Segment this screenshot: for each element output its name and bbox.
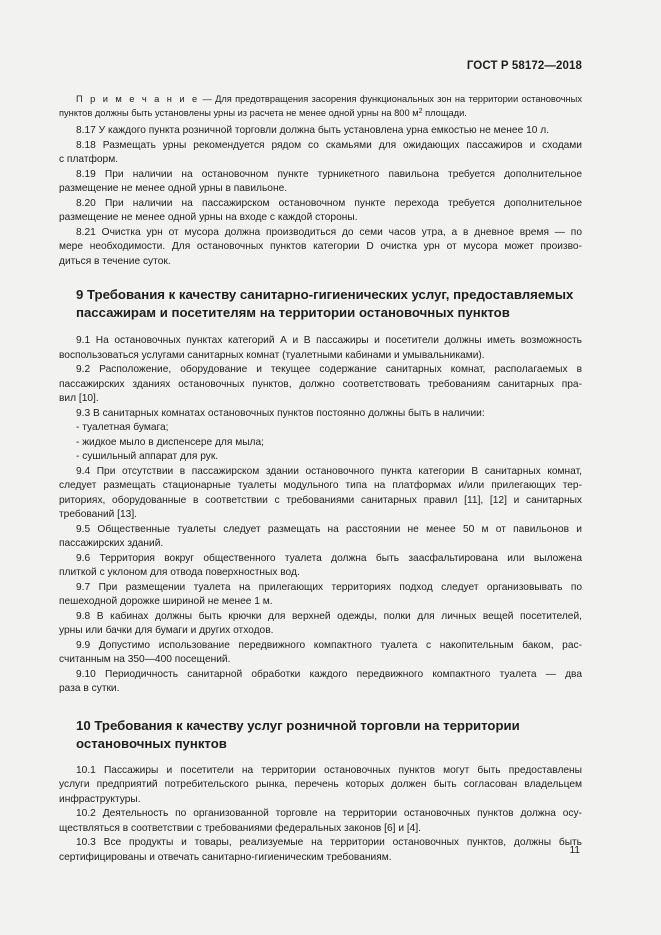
text-line: вил [10]. xyxy=(59,393,99,404)
note-text-2: пунктов должны быть установлены урны из расчета не менее одной урны на 800 м xyxy=(59,108,419,118)
text-line: 9.9 Допустимо использование передвижного компактного туалета с накопительным баком, рас- xyxy=(76,639,582,651)
text-line: урны или бачки для бумаги и других отходов. xyxy=(59,625,274,636)
text-line: 9.2 Расположение, оборудование и текущее содержание санитарных комнат, располагаемых в xyxy=(76,364,582,375)
text-line: 9.10 Периодичность санитарной обработки каждого передвижного компактного туалета — два xyxy=(76,668,582,680)
text-line: 9.4 При отсутствии в пассажирском здании остановочного пункта категории В санитарных комнат, xyxy=(76,465,582,477)
text-line: 9.5 Общественные туалеты следует размещать на расстоянии не менее 50 м от павильонов и xyxy=(76,523,582,535)
text-line: - жидкое мыло в диспенсере для мыла; xyxy=(76,436,264,448)
note-text-1: — Для предотвращения засорения функциональных зон на территории остановочных xyxy=(199,94,582,104)
heading-line: 9 Требования к качеству санитарно-гигиенических услуг, предоставляемых xyxy=(76,287,574,302)
text-line: сертифицированы и отвечать санитарно-гигиеническим требованиям. xyxy=(59,851,392,863)
note-text-3: площади. xyxy=(422,108,467,118)
heading-line: остановочных пунктов xyxy=(76,735,227,751)
text-line: раза в сутки. xyxy=(59,683,120,694)
heading-line: 10 Требования к качеству услуг розничной торговли на территории xyxy=(76,717,520,733)
text-line: пассажирских зданий. xyxy=(59,538,164,549)
text-line: 8.17 У каждого пункта розничной торговли должна быть установлена урна емкостью не менее 10 л. xyxy=(76,125,550,136)
section-9-heading xyxy=(59,286,582,322)
text-line: 10.2 Деятельность по организованной торговле на территории остановочных пунктов должна осу- xyxy=(76,808,582,819)
text-line: 8.18 Размещать урны рекомендуется рядом со скамьями для ожидающих пассажиров и сходами xyxy=(76,139,582,151)
text-line: пешеходной дорожке шириной не менее 1 м. xyxy=(59,596,273,607)
text-line: 9.6 Территория вокруг общественного туалета должна быть заасфальтирована или выложена xyxy=(76,552,582,564)
text-line: инфраструктуры. xyxy=(59,793,141,805)
text-line: 10.1 Пассажиры и посетители на территории остановочных пунктов могут быть предоставлены xyxy=(76,764,582,776)
heading-line: пассажирам и посетителям на территории остановочных пунктов xyxy=(76,305,510,320)
text-line: считанным на 350—400 посещений. xyxy=(59,654,231,665)
section-10-heading xyxy=(59,717,582,753)
section-8-paragraphs xyxy=(59,124,582,269)
text-line: 9.1 На остановочных пунктах категорий А и В пассажиры и посетители должны иметь возможность xyxy=(76,335,582,346)
text-line: размещение не менее одной урны на входе с каждой стороны. xyxy=(59,212,358,223)
text-line: следует размещать стационарные туалеты модульного типа на платформах и/или прилегающих тер- xyxy=(59,480,582,491)
text-line: воспользоваться услугами санитарных комнат (туалетными кабинами и умывальниками). xyxy=(59,349,485,361)
section-9-paragraphs xyxy=(59,334,582,697)
document-standard-number: ГОСТ Р 58172—2018 xyxy=(466,60,582,72)
text-line: риториях, оборудованные в соответствии с требованиями санитарных правил [11], [12] и санитарных xyxy=(59,494,582,506)
text-line: услуги предприятий потребительского рынка, перечень которых должен быть согласован владельцем xyxy=(59,779,582,790)
text-line: 9.8 В кабинах должны быть крючки для верхней одежды, полки для личных вещей посетителей, xyxy=(76,610,582,622)
text-line: 9.3 В санитарных комнатах остановочных пунктов постоянно должны быть в наличии: xyxy=(76,407,485,419)
note-superscript: 2 xyxy=(418,108,423,115)
page-number: 11 xyxy=(569,845,580,856)
text-line: плиткой с уклоном для отвода поверхностных вод. xyxy=(59,567,300,578)
text-line: ществляться в соответствии с требованиями федеральных законов [6] и [4]. xyxy=(59,822,421,834)
text-line: мере необходимости. Для остановочных пунктов категории D очистка урн от мусора может произво- xyxy=(59,241,582,252)
page-content xyxy=(59,92,582,865)
text-line: 8.19 При наличии на остановочном пункте турникетного павильона требуется дополнительное xyxy=(76,168,582,180)
text-line: - сушильный аппарат для рук. xyxy=(76,451,219,462)
text-line: - туалетная бумага; xyxy=(76,422,169,433)
note-paragraph xyxy=(59,92,582,120)
text-line: размещение не менее одной урны в павильоне. xyxy=(59,183,288,194)
text-line: 9.7 При размещении туалета на прилегающих территориях подход следует организовывать по xyxy=(76,581,582,593)
text-line: диться в течение суток. xyxy=(59,255,171,267)
text-line: 10.3 Все продукты и товары, реализуемые на территории остановочных пунктов, должны быть xyxy=(76,837,582,848)
text-line: 8.21 Очистка урн от мусора должна производиться до семи часов утра, а в дневное время — по xyxy=(76,226,582,238)
text-line: 8.20 При наличии на пассажирском остановочном пункте перехода требуется дополнительное xyxy=(76,197,582,209)
text-line: с платформ. xyxy=(59,154,119,165)
note-label: П р и м е ч а н и е xyxy=(76,94,200,104)
section-10-paragraphs xyxy=(59,764,582,866)
text-line: требований [13]. xyxy=(59,509,138,520)
text-line: пассажирских зданиях остановочных пунктов, должно соответствовать требованиям санитарных пра- xyxy=(59,378,582,390)
